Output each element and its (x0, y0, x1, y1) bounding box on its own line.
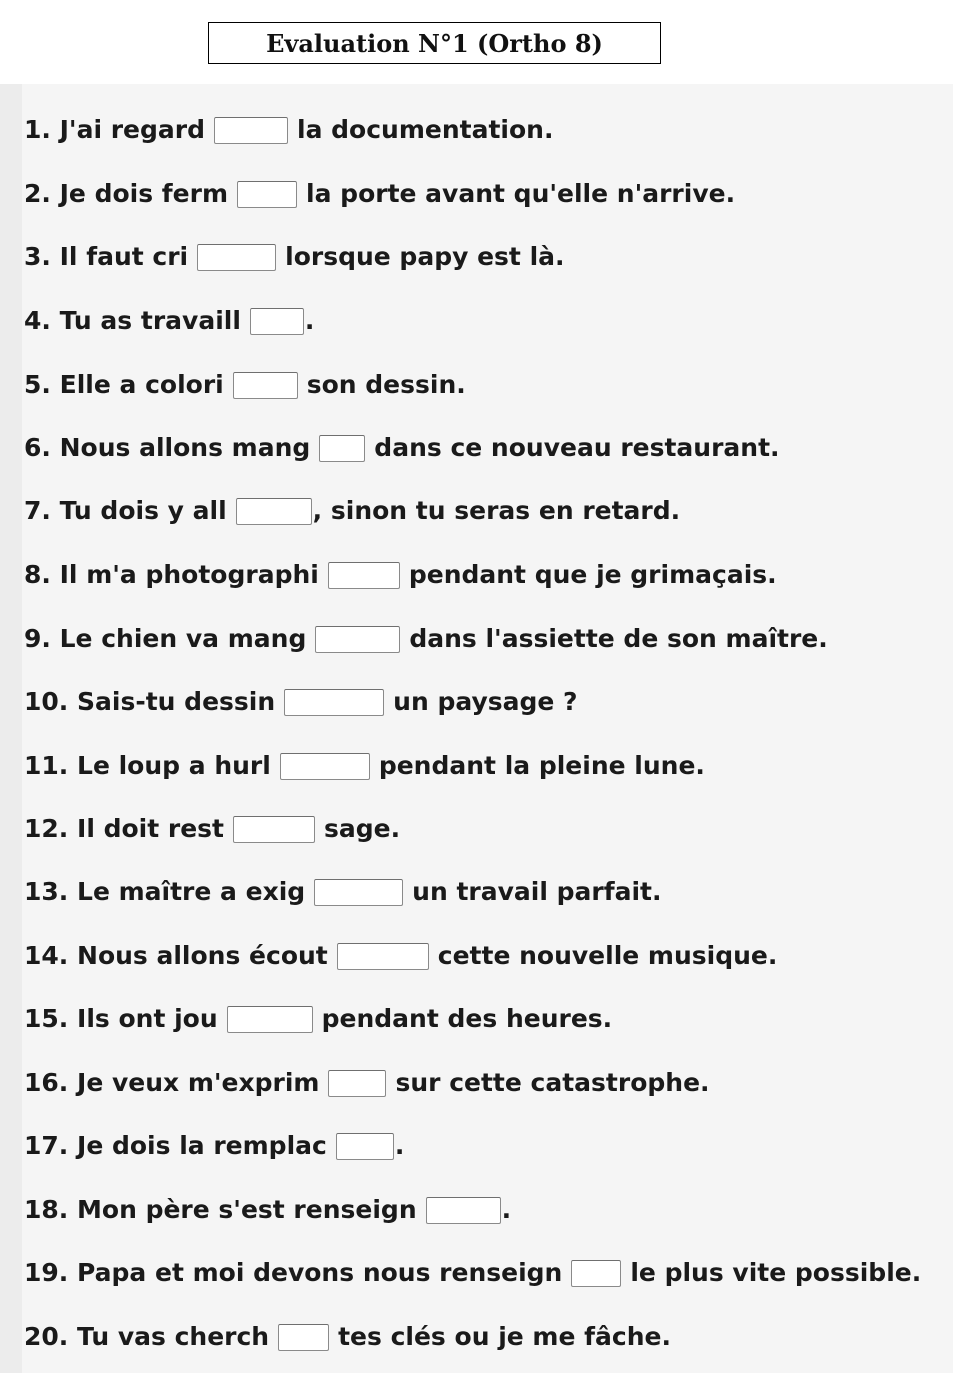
answer-input-20[interactable] (278, 1324, 329, 1351)
answer-input-3[interactable] (197, 244, 276, 271)
answer-input-18[interactable] (426, 1197, 501, 1224)
question-5 (24, 364, 466, 404)
question-text-before: Nous allons mang (59, 432, 311, 462)
question-12 (24, 808, 400, 848)
question-text-after: . (394, 1130, 405, 1160)
question-9 (24, 618, 828, 658)
question-number: 3. (24, 241, 51, 271)
question-number: 12. (24, 813, 69, 843)
question-number: 9. (24, 623, 51, 653)
page-title-text: Evaluation N°1 (Ortho 8) (266, 28, 603, 58)
question-number: 1. (24, 114, 51, 144)
question-number: 8. (24, 559, 51, 589)
question-text-before: Tu dois y all (59, 495, 227, 525)
question-20 (24, 1316, 671, 1356)
question-number: 20. (24, 1321, 69, 1351)
answer-input-5[interactable] (233, 372, 298, 399)
questions-panel (0, 84, 953, 1373)
question-text-before: J'ai regard (59, 114, 205, 144)
question-19 (24, 1252, 921, 1292)
question-18 (24, 1189, 511, 1229)
question-text-after: un paysage ? (393, 686, 578, 716)
question-number: 19. (24, 1257, 69, 1287)
answer-input-1[interactable] (214, 117, 288, 144)
question-text-before: Sais-tu dessin (77, 686, 276, 716)
question-text-after: pendant que je grimaçais. (408, 559, 777, 589)
question-number: 2. (24, 178, 51, 208)
question-16 (24, 1062, 710, 1102)
question-text-after: dans l'assiette de son maître. (409, 623, 828, 653)
question-text-before: Je dois ferm (59, 178, 229, 208)
answer-input-10[interactable] (284, 689, 384, 716)
question-7 (24, 490, 680, 530)
question-2 (24, 173, 735, 213)
question-text-after: tes clés ou je me fâche. (338, 1321, 671, 1351)
answer-input-11[interactable] (280, 753, 370, 780)
question-text-before: Le maître a exig (77, 876, 306, 906)
question-number: 7. (24, 495, 51, 525)
question-4 (24, 300, 314, 340)
answer-input-16[interactable] (328, 1070, 386, 1097)
question-10 (24, 681, 578, 721)
question-text-before: Je dois la remplac (77, 1130, 327, 1160)
answer-input-14[interactable] (337, 943, 429, 970)
question-number: 17. (24, 1130, 69, 1160)
answer-input-8[interactable] (328, 562, 400, 589)
question-text-before: Tu as travaill (59, 305, 241, 335)
question-number: 13. (24, 876, 69, 906)
question-text-before: Nous allons écout (77, 940, 328, 970)
question-number: 5. (24, 369, 51, 399)
answer-input-19[interactable] (571, 1260, 621, 1287)
question-text-after: pendant des heures. (321, 1003, 613, 1033)
question-number: 16. (24, 1067, 69, 1097)
question-text-before: Tu vas cherch (77, 1321, 270, 1351)
question-text-before: Il faut cri (59, 241, 189, 271)
question-11 (24, 745, 705, 785)
question-number: 15. (24, 1003, 69, 1033)
answer-input-9[interactable] (315, 626, 400, 653)
question-number: 14. (24, 940, 69, 970)
question-number: 4. (24, 305, 51, 335)
question-text-after: , sinon tu seras en retard. (312, 495, 681, 525)
question-number: 11. (24, 750, 69, 780)
answer-input-13[interactable] (314, 879, 403, 906)
answer-input-15[interactable] (227, 1006, 313, 1033)
question-text-before: Il m'a photographi (59, 559, 319, 589)
question-number: 18. (24, 1194, 69, 1224)
question-text-before: Ils ont jou (77, 1003, 218, 1033)
question-text-before: Mon père s'est renseign (77, 1194, 417, 1224)
question-text-after: . (501, 1194, 512, 1224)
question-17 (24, 1125, 404, 1165)
question-text-before: Elle a colori (59, 369, 224, 399)
question-6 (24, 427, 780, 467)
answer-input-2[interactable] (237, 181, 297, 208)
question-1 (24, 109, 553, 149)
question-text-before: Le loup a hurl (77, 750, 271, 780)
question-text-after: la documentation. (297, 114, 554, 144)
question-text-after: sur cette catastrophe. (395, 1067, 710, 1097)
question-text-after: le plus vite possible. (630, 1257, 922, 1287)
question-text-before: Papa et moi devons nous renseign (77, 1257, 563, 1287)
question-number: 10. (24, 686, 69, 716)
answer-input-7[interactable] (236, 498, 312, 525)
question-13 (24, 871, 661, 911)
question-text-after: un travail parfait. (412, 876, 662, 906)
question-3 (24, 236, 565, 276)
question-text-before: Il doit rest (77, 813, 225, 843)
answer-input-4[interactable] (250, 308, 304, 335)
question-text-after: son dessin. (306, 369, 466, 399)
panel-edge (0, 84, 22, 1373)
question-text-after: pendant la pleine lune. (378, 750, 705, 780)
question-text-before: Le chien va mang (59, 623, 307, 653)
question-text-after: la porte avant qu'elle n'arrive. (306, 178, 736, 208)
question-number: 6. (24, 432, 51, 462)
question-text-after: lorsque papy est là. (285, 241, 565, 271)
question-8 (24, 554, 777, 594)
question-text-after: dans ce nouveau restaurant. (374, 432, 780, 462)
question-text-after: . (304, 305, 315, 335)
question-15 (24, 998, 612, 1038)
answer-input-6[interactable] (319, 435, 365, 462)
question-14 (24, 935, 777, 975)
question-text-after: cette nouvelle musique. (437, 940, 778, 970)
question-text-before: Je veux m'exprim (77, 1067, 320, 1097)
answer-input-17[interactable] (336, 1133, 394, 1160)
question-text-after: sage. (324, 813, 401, 843)
page-title (208, 22, 661, 64)
answer-input-12[interactable] (233, 816, 315, 843)
